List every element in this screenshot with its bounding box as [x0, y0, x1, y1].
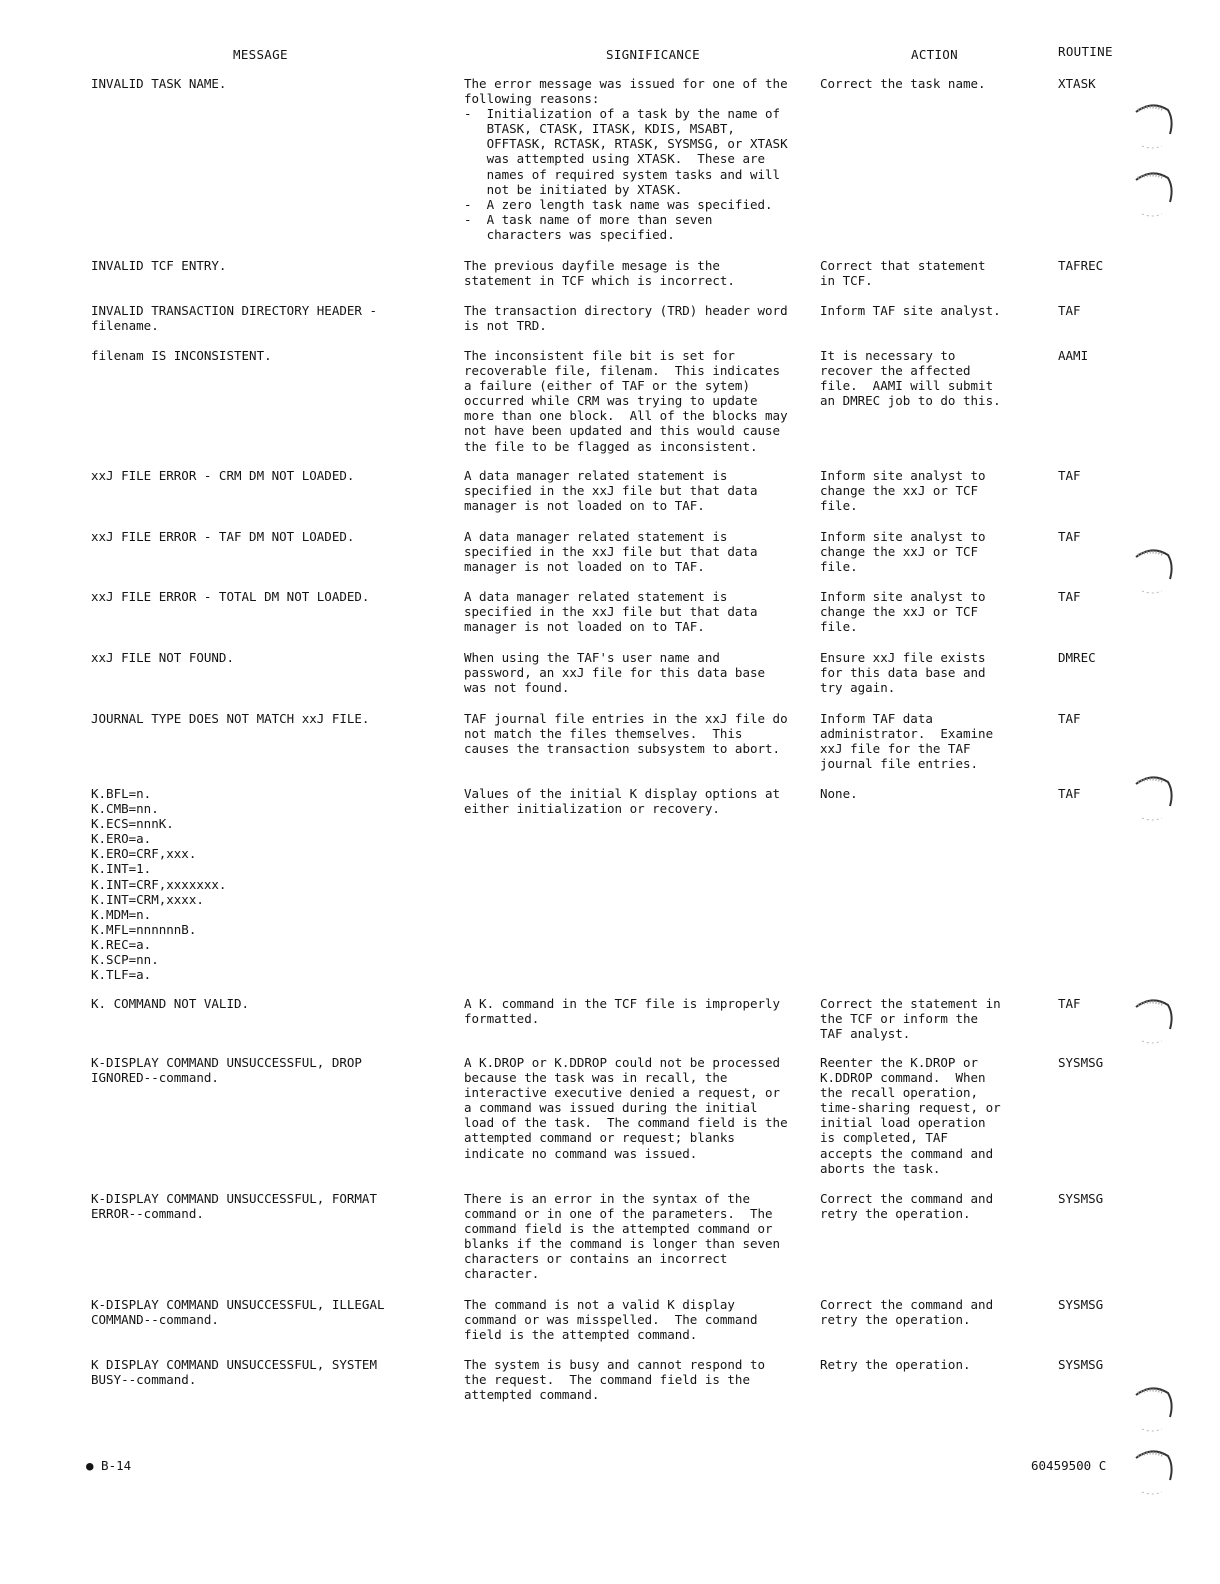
header-significance: SIGNIFICANCE — [606, 47, 700, 62]
action-cell: Inform TAF site analyst. — [820, 303, 1001, 318]
significance-cell: When using the TAF's user name and password, an xxJ file for this data base was not found. — [464, 650, 766, 696]
action-cell: Inform TAF data administrator. Examine xxJ file for the TAF journal file entries. — [820, 711, 994, 772]
routine-cell: SYSMSG — [1058, 1191, 1104, 1206]
routine-cell: XTASK — [1058, 76, 1096, 91]
significance-cell: A data manager related statement is specified in the xxJ file but that data manager is not loaded on to TAF. — [464, 529, 758, 575]
significance-cell: The transaction directory (TRD) header word is not TRD. — [464, 303, 788, 334]
routine-cell: TAFREC — [1058, 258, 1104, 273]
routine-cell: TAF — [1058, 786, 1081, 801]
header-routine: ROUTINE — [1058, 44, 1113, 59]
header-action: ACTION — [911, 47, 958, 62]
message-cell: JOURNAL TYPE DOES NOT MATCH xxJ FILE. — [91, 711, 370, 726]
message-cell: xxJ FILE ERROR - TOTAL DM NOT LOADED. — [91, 589, 370, 604]
message-cell: K.BFL=n. K.CMB=nn. K.ECS=nnnK. K.ERO=a. K.ERO=CRF,xxx. K.INT=1. K.INT=CRF,xxxxxxx. K.INT=CRM,xxxx. K.MDM=n. K.MFL=nnnnnnB. K.REC=a. K.SCP=nn. K.TLF=a. — [91, 786, 227, 983]
action-cell: Correct the command and retry the operation. — [820, 1191, 994, 1222]
action-cell: Ensure xxJ file exists for this data base and try again. — [820, 650, 986, 696]
binder-hole-mark — [1128, 770, 1176, 826]
significance-cell: A K. command in the TCF file is improperly formatted. — [464, 996, 781, 1027]
message-cell: K-DISPLAY COMMAND UNSUCCESSFUL, DROP IGNORED--command. — [91, 1055, 362, 1086]
routine-cell: AAMI — [1058, 348, 1089, 363]
action-cell: Reenter the K.DROP or K.DDROP command. When the recall operation, time-sharing request, or initial load operation is completed, TAF accepts the command and aborts the task. — [820, 1055, 1001, 1176]
action-cell: Correct the task name. — [820, 76, 986, 91]
message-cell: K-DISPLAY COMMAND UNSUCCESSFUL, ILLEGAL COMMAND--command. — [91, 1297, 385, 1328]
action-cell: Correct the statement in the TCF or inform the TAF analyst. — [820, 996, 1001, 1042]
action-cell: It is necessary to recover the affected file. AAMI will submit an DMREC job to do this. — [820, 348, 1001, 409]
message-cell: filenam IS INCONSISTENT. — [91, 348, 272, 363]
message-cell: INVALID TASK NAME. — [91, 76, 227, 91]
routine-cell: TAF — [1058, 996, 1081, 1011]
action-cell: Correct that statement in TCF. — [820, 258, 986, 289]
significance-cell: A data manager related statement is specified in the xxJ file but that data manager is not loaded on to TAF. — [464, 589, 758, 635]
action-cell: Correct the command and retry the operation. — [820, 1297, 994, 1328]
significance-cell: The inconsistent file bit is set for recoverable file, filenam. This indicates a failure (either of TAF or the sytem) occurred while CRM was trying to update more than one block. All of the blocks may not have been updated and this would cause the file to be flagged as inconsistent. — [464, 348, 788, 454]
message-cell: K. COMMAND NOT VALID. — [91, 996, 250, 1011]
binder-hole-mark — [1128, 1444, 1176, 1500]
binder-hole-mark — [1128, 543, 1176, 599]
message-cell: xxJ FILE ERROR - CRM DM NOT LOADED. — [91, 468, 355, 483]
binder-hole-mark — [1128, 98, 1176, 154]
message-cell: xxJ FILE NOT FOUND. — [91, 650, 234, 665]
significance-cell: A K.DROP or K.DDROP could not be processed because the task was in recall, the interactive executive denied a request, or a command was issued during the initial load of the task. The command field is the attempted command or request; blanks indicate no command was issued. — [464, 1055, 788, 1161]
binder-hole-mark — [1128, 993, 1176, 1049]
routine-cell: TAF — [1058, 468, 1081, 483]
action-cell: Retry the operation. — [820, 1357, 971, 1372]
significance-cell: Values of the initial K display options at either initialization or recovery. — [464, 786, 781, 817]
message-cell: xxJ FILE ERROR - TAF DM NOT LOADED. — [91, 529, 355, 544]
routine-cell: SYSMSG — [1058, 1357, 1104, 1372]
action-cell: Inform site analyst to change the xxJ or TCF file. — [820, 529, 986, 575]
action-cell: None. — [820, 786, 858, 801]
binder-hole-mark — [1128, 166, 1176, 222]
significance-cell: There is an error in the syntax of the command or in one of the parameters. The command field is the attempted command or blanks if the command is longer than seven characters or contains an incorrect character. — [464, 1191, 781, 1282]
message-cell: K-DISPLAY COMMAND UNSUCCESSFUL, FORMAT ERROR--command. — [91, 1191, 377, 1222]
document-number: 60459500 C — [1031, 1458, 1107, 1473]
routine-cell: TAF — [1058, 589, 1081, 604]
significance-cell: TAF journal file entries in the xxJ file do not match the files themselves. This causes the transaction subsystem to abort. — [464, 711, 788, 757]
header-message: MESSAGE — [233, 47, 288, 62]
routine-cell: TAF — [1058, 303, 1081, 318]
routine-cell: TAF — [1058, 711, 1081, 726]
significance-cell: The previous dayfile mesage is the statement in TCF which is incorrect. — [464, 258, 735, 289]
significance-cell: The system is busy and cannot respond to the request. The command field is the attempted command. — [464, 1357, 766, 1403]
message-cell: K DISPLAY COMMAND UNSUCCESSFUL, SYSTEM BUSY--command. — [91, 1357, 377, 1388]
action-cell: Inform site analyst to change the xxJ or TCF file. — [820, 468, 986, 514]
significance-cell: The error message was issued for one of the following reasons: - Initialization of a task by the name of BTASK, CTASK, ITASK, KDIS, MSABT, OFFTASK, RCTASK, RTASK, SYSMSG, or XTASK was attempted using XTASK. These are names of required system tasks and will not be initiated by XTASK. - A zero length task name was specified. - A task name of more than seven characters was specified. — [464, 76, 788, 242]
routine-cell: DMREC — [1058, 650, 1096, 665]
routine-cell: TAF — [1058, 529, 1081, 544]
action-cell: Inform site analyst to change the xxJ or TCF file. — [820, 589, 986, 635]
page-number: ● B-14 — [86, 1458, 132, 1473]
binder-hole-mark — [1128, 1381, 1176, 1437]
significance-cell: The command is not a valid K display command or was misspelled. The command field is the attempted command. — [464, 1297, 758, 1343]
significance-cell: A data manager related statement is specified in the xxJ file but that data manager is not loaded on to TAF. — [464, 468, 758, 514]
routine-cell: SYSMSG — [1058, 1297, 1104, 1312]
routine-cell: SYSMSG — [1058, 1055, 1104, 1070]
message-cell: INVALID TCF ENTRY. — [91, 258, 227, 273]
message-cell: INVALID TRANSACTION DIRECTORY HEADER - filename. — [91, 303, 377, 334]
